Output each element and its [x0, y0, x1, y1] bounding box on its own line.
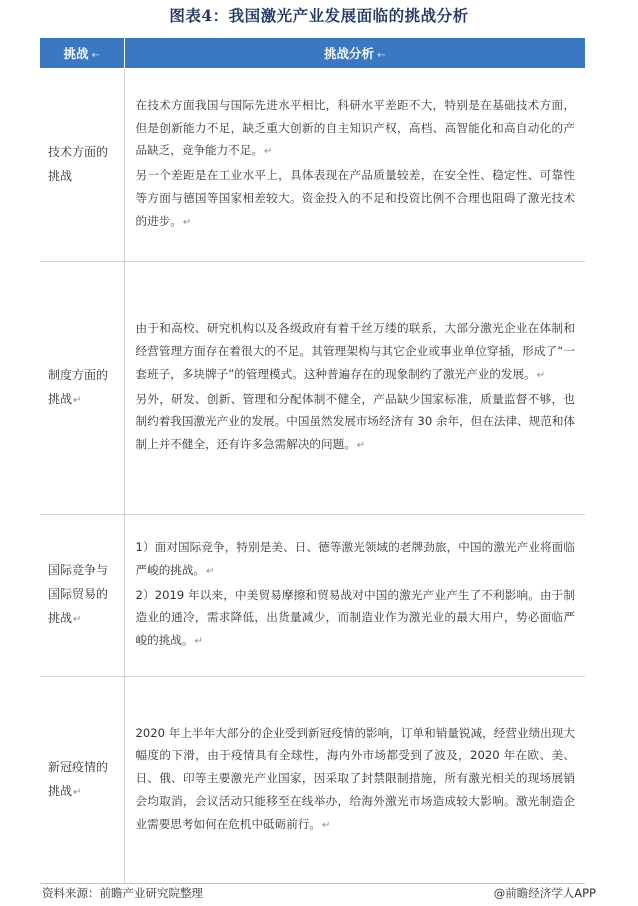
row-label-line: 国际竞争与 [48, 563, 109, 577]
publisher-credit: @前瞻经济学人APP [493, 886, 596, 900]
row-label-line: 挑战 [48, 169, 73, 184]
paragraph-return-icon: ↵ [73, 614, 82, 625]
analysis-paragraph: 2020 年上半年大部分的企业受到新冠疫情的影响，订单和销量锐减，经营业绩出现大幅度的下滑，由于疫情具有全球性，海内外市场都受到了波及，2020 年在欧、美、日、俄、印等主要激光产业国家，因采取了封禁限制措施，所有激光相关的现场展销会均取消，会议活动只能移至在线举办，给海外激光市场造成较大影响。激光制造企业需要思考如何在危机中砥砺前行。↵ [135, 725, 575, 831]
header-challenge [40, 38, 124, 68]
analysis-paragraph: 1）面对国际竞争，特别是美、日、德等激光领域的老牌劲旅，中国的激光产业将面临严峻的挑战。↵ [135, 540, 575, 577]
paragraph-return-icon: ↵ [182, 216, 192, 228]
row-label-line: 挑战↵ [48, 391, 82, 406]
analysis-paragraph: 另外，研发、创新、管理和分配体制不健全，产品缺少国家标准，质量监督不够，也制约着我国激光产业的发展。中国虽然发展市场经济有 30 余年，但在法律、规范和体制上并不健全，还有许多急需解决的问题。↵ [135, 391, 576, 452]
paragraph-return-icon: ↵ [356, 440, 366, 452]
row-label [40, 261, 124, 514]
row-analysis [124, 68, 585, 261]
paragraph-return-icon: ↵ [194, 636, 203, 648]
analysis-paragraph: 在技术方面我国与国际先进水平相比，科研水平差距不大，特别是在基础技术方面，但是创新能力不足，缺乏重大创新的自主知识产权，高档、高智能化和高自动化的产品缺乏，竞争能力不足。↵ [135, 97, 575, 158]
analysis-paragraph: 2）2019 年以来，中美贸易摩擦和贸易战对中国的激光产业产生了不利影响。由于制造业的通冷，需求降低，出货量减少，而制造业作为激光业的最大用户，势必面临严峻的挑战。↵ [135, 587, 575, 648]
paragraph-return-icon: ↵ [536, 369, 546, 381]
row-label [40, 676, 124, 883]
source-note: 资料来源：前瞻产业研究院整理 [42, 886, 203, 900]
table-row [40, 676, 585, 883]
paragraph-return-icon: ↵ [73, 786, 82, 798]
paragraph-return-icon: ↵ [322, 819, 331, 831]
table-row [40, 68, 585, 261]
figure-title: 图表4：我国激光产业发展面临的挑战分析 [169, 6, 469, 25]
row-label [40, 68, 124, 261]
cell-arrow-icon: ← [91, 50, 100, 61]
header-challenge-label: 挑战 [63, 46, 89, 61]
row-analysis [124, 676, 585, 883]
row-label-line: 技术方面的 [48, 145, 109, 160]
row-analysis [124, 514, 585, 676]
table-row [40, 514, 585, 676]
row-label-line: 制度方面的 [48, 367, 109, 382]
challenge-table [40, 38, 585, 884]
analysis-paragraph: 由于和高校、研究机构以及各级政府有着千丝万缕的联系，大部分激光企业在体制和经营管理方面存在着很大的不足。其管理架构与其它企业或事业单位穿插，形成了“一套班子，多块牌子”的管理模式。这种普遍存在的现象制约了激光产业的发展。↵ [135, 321, 575, 381]
table-header-row [40, 38, 585, 68]
paragraph-return-icon: ↵ [206, 565, 215, 577]
header-analysis [124, 38, 585, 68]
paragraph-return-icon: ↵ [73, 394, 82, 406]
analysis-paragraph: 另一个差距是在工业水平上，具体表现在产品质量较差，在安全性、稳定性、可靠性等方面与德国等国家相差较大。资金投入的不足和投资比例不合理也阻碍了激光技术的进步。↵ [135, 168, 575, 228]
row-label-line: 国际贸易的 [48, 587, 109, 601]
table-row [40, 261, 585, 514]
cell-arrow-icon: ← [377, 50, 386, 61]
row-label-line: 新冠疫情的 [48, 759, 109, 774]
row-label-line: 挑战↵ [48, 783, 82, 798]
row-label-line: 挑战↵ [48, 611, 82, 625]
header-analysis-label: 挑战分析 [324, 46, 375, 61]
row-analysis [124, 261, 585, 514]
paragraph-return-icon: ↵ [264, 146, 273, 158]
row-label [40, 514, 124, 676]
